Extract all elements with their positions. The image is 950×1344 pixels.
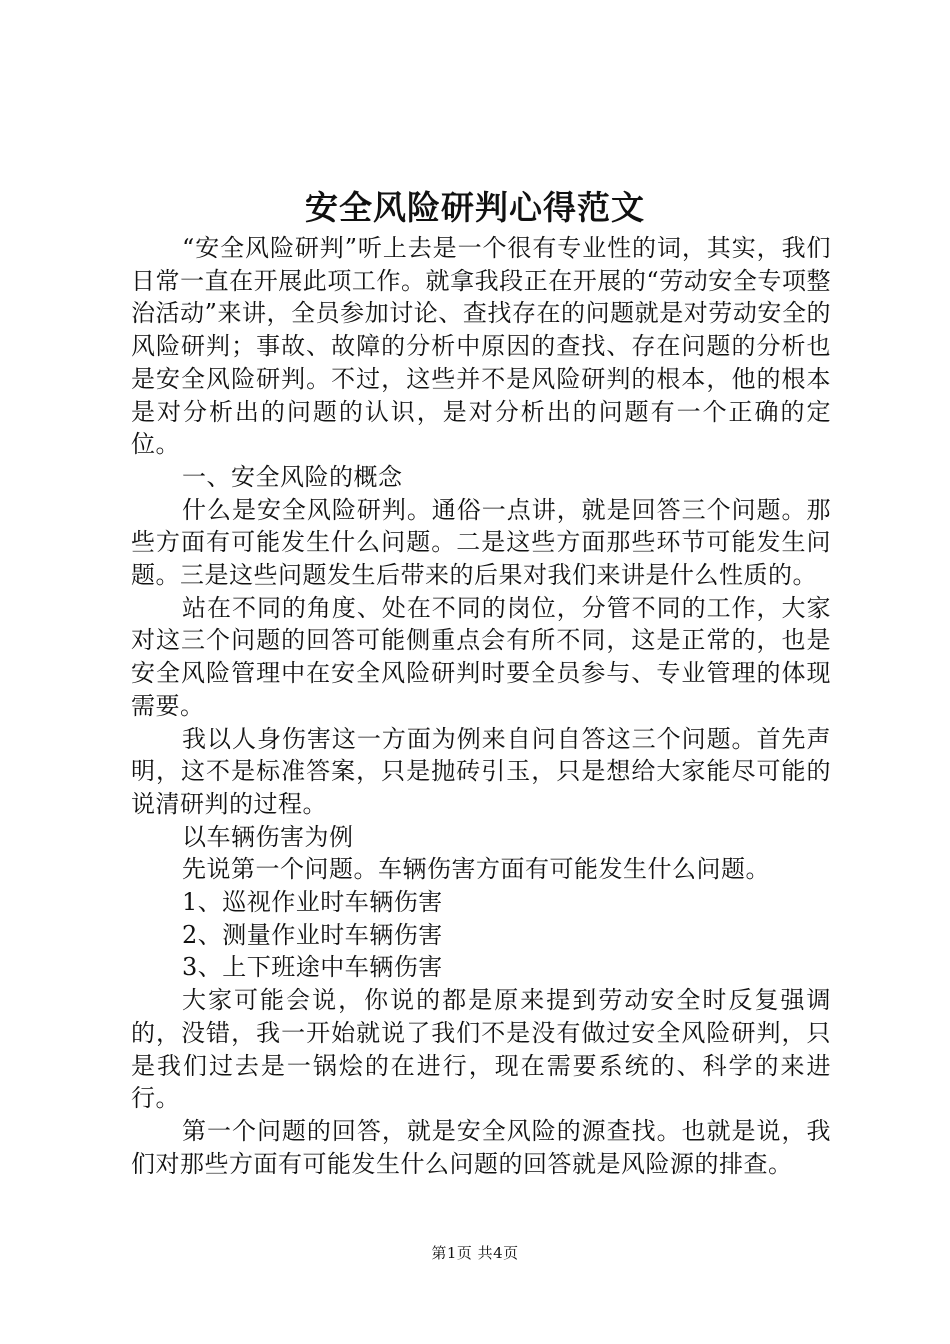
paragraph-vehicle-injury-heading: 以车辆伤害为例 xyxy=(182,822,354,851)
section-heading-risk-concept: 一、安全风险的概念 xyxy=(182,462,403,491)
paragraph-intro: “安全风险研判”听上去是一个很有专业性的词，其实，我们日常一直在开展此项工作。就拿我段正在开展的“劳动安全专项整治活动”来讲，全员参加讨论、查找存在的问题就是对劳动安全的风险研判；事故、故障的分析中原因的查找、存在问题的分析也是安全风险研判。不过，这些并不是风险研判的根本，他的根本是对分析出的问题的认识，是对分析出的问题有一个正确的定位。 xyxy=(131,234,831,459)
paragraph-risk-source-search: 第一个问题的回答，就是安全风险的源查找。也就是说，我们对那些方面有可能发生什么问题的回答就是风险源的排查。 xyxy=(131,1116,831,1178)
paragraph-personal-injury-example: 我以人身伤害这一方面为例来自问自答这三个问题。首先声明，这不是标准答案，只是抛砖引玉，只是想给大家能尽可能的说清研判的过程。 xyxy=(131,724,831,818)
page-footer: 第1页 共4页 xyxy=(431,1244,519,1262)
list-item-measurement: 2、测量作业时车辆伤害 xyxy=(182,920,443,949)
paragraph-systematic-approach: 大家可能会说，你说的都是原来提到劳动安全时反复强调的，没错，我一开始就说了我们不是没有做过安全风险研判，只是我们过去是一锅烩的在进行，现在需要系统的、科学的来进行。 xyxy=(131,986,831,1113)
paragraph-what-is-risk-assessment: 什么是安全风险研判。通俗一点讲，就是回答三个问题。那些方面有可能发生什么问题。二是这些方面那些环节可能发生问题。三是这些问题发生后带来的后果对我们来讲是什么性质的。 xyxy=(131,495,831,590)
document-body xyxy=(131,232,831,1180)
paragraph-different-perspectives: 站在不同的角度、处在不同的岗位，分管不同的工作，大家对这三个问题的回答可能侧重点会有所不同，这是正常的，也是安全风险管理中在安全风险研判时要全员参与、专业管理的体现需要。 xyxy=(131,593,831,720)
document-title: 安全风险研判心得范文 xyxy=(305,188,645,227)
list-item-commute: 3、上下班途中车辆伤害 xyxy=(182,953,443,982)
list-item-patrol: 1、巡视作业时车辆伤害 xyxy=(182,888,443,917)
paragraph-first-question: 先说第一个问题。车辆伤害方面有可能发生什么问题。 xyxy=(182,855,770,884)
